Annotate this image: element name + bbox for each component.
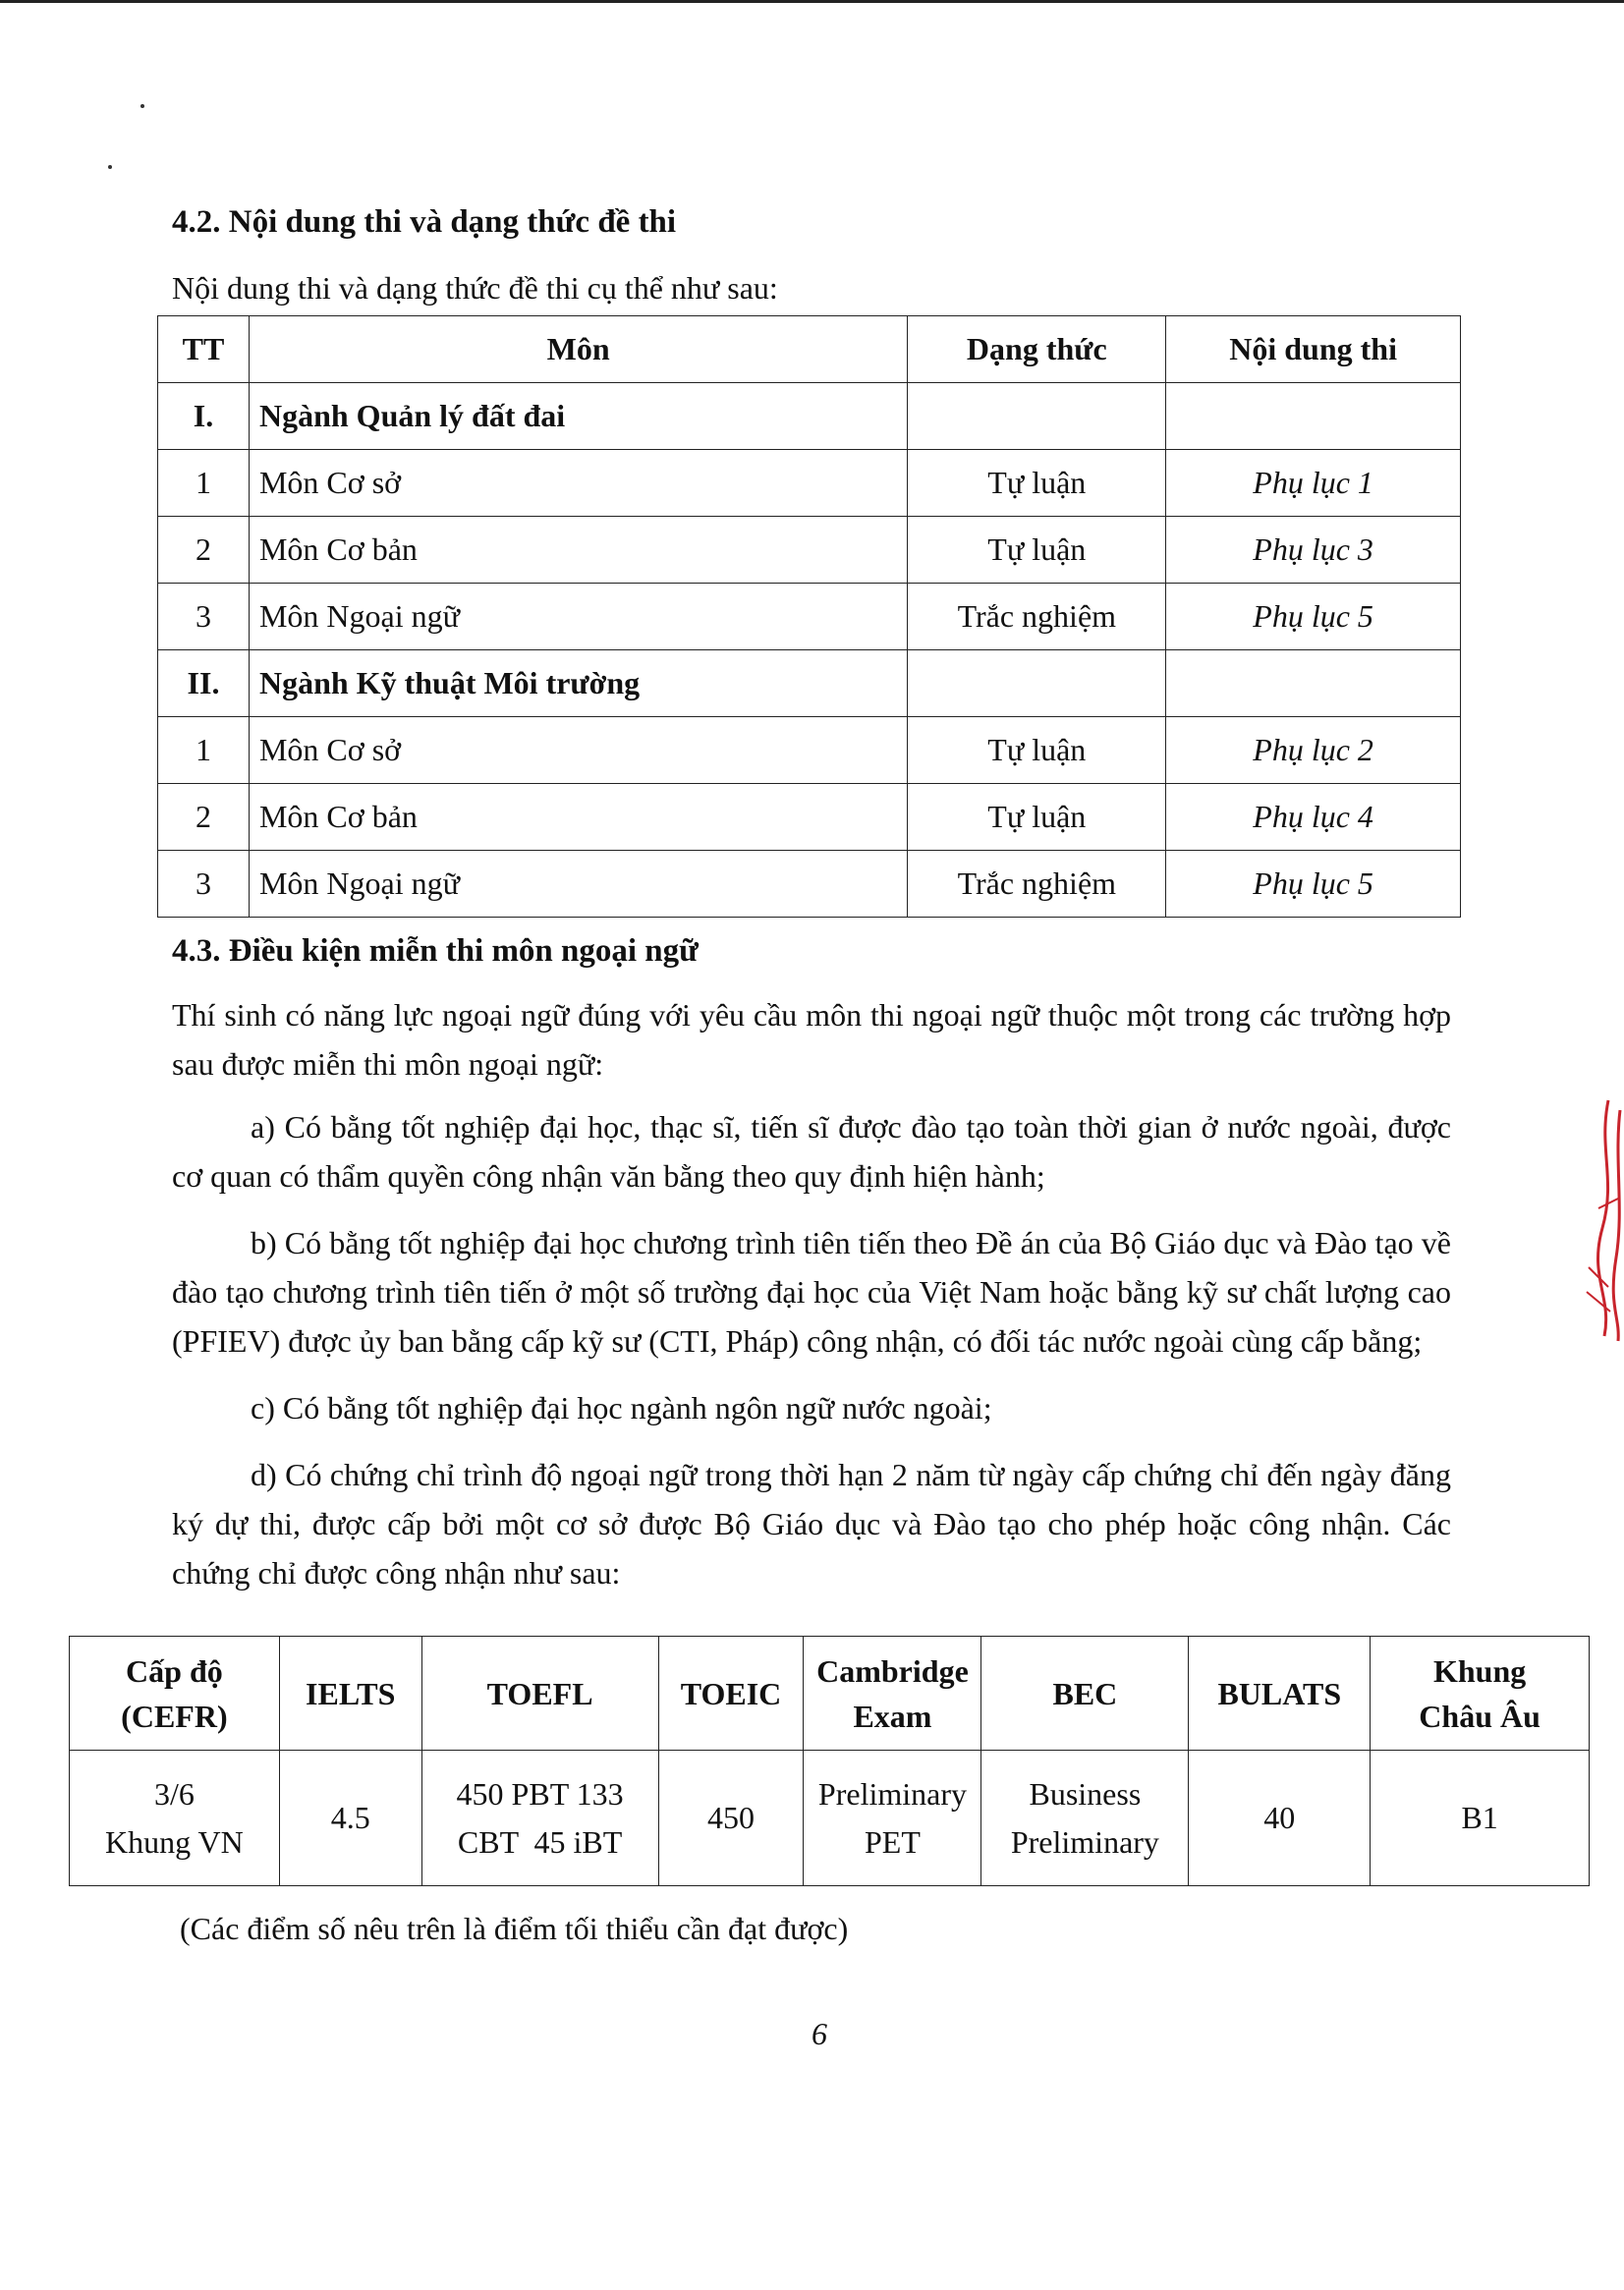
col-header-cefr: Cấp độ (CEFR) (70, 1637, 280, 1751)
col-header-mon: Môn (249, 316, 907, 383)
section-heading-4-3: 4.3. Điều kiện miễn thi môn ngoại ngữ (172, 933, 699, 969)
cell-ielts: 4.5 (279, 1751, 421, 1886)
table-row (158, 717, 1461, 784)
row-tt: 3 (158, 584, 250, 650)
col-header-bulats: BULATS (1189, 1637, 1371, 1751)
row-noi-dung: Phụ lục 4 (1166, 784, 1461, 851)
scan-top-border (0, 0, 1624, 3)
group-row (158, 383, 1461, 450)
row-dang-thuc: Trắc nghiệm (908, 584, 1166, 650)
table-row (70, 1751, 1590, 1886)
row-mon: Môn Ngoại ngữ (249, 584, 907, 650)
row-mon: Môn Cơ bản (249, 517, 907, 584)
group-title: Ngành Quản lý đất đai (249, 383, 907, 450)
row-noi-dung: Phụ lục 1 (1166, 450, 1461, 517)
scan-speck (108, 165, 112, 169)
table-header-row (70, 1637, 1590, 1751)
table-row (158, 450, 1461, 517)
exemption-item-c: c) Có bằng tốt nghiệp đại học ngành ngôn ngữ nước ngoài; (251, 1390, 992, 1425)
col-header-toefl: TOEFL (421, 1637, 658, 1751)
group-row (158, 650, 1461, 717)
col-header-cambridge: Cambridge Exam (804, 1637, 981, 1751)
row-dang-thuc: Tự luận (908, 517, 1166, 584)
row-tt: 3 (158, 851, 250, 918)
table-row (158, 517, 1461, 584)
section-intro-4-2: Nội dung thi và dạng thức đề thi cụ thể như sau: (172, 270, 778, 306)
col-header-khung: Khung Châu Âu (1371, 1637, 1590, 1751)
exemption-item-b: b) Có bằng tốt nghiệp đại học chương trình tiên tiến theo Đề án của Bộ Giáo dục và Đào tạo về đào tạo chương trình tiên tiến ở một số trường đại học của Việt Nam hoặc bằng kỹ sư chất lượng cao (PFIEV) được ủy ban bằng cấp kỹ sư (CTI, Pháp) công nhận, có đối tác nước ngoài cùng cấp bằng; (172, 1225, 1451, 1359)
score-note: (Các điểm số nêu trên là điểm tối thiểu cần đạt được) (180, 1911, 849, 1946)
seal-stamp-fragment (1569, 1090, 1624, 1346)
row-mon: Môn Cơ sở (249, 717, 907, 784)
cell-bec: Business Preliminary (981, 1751, 1189, 1886)
col-header-bec: BEC (981, 1637, 1189, 1751)
page-number: 6 (812, 2016, 827, 2051)
row-dang-thuc: Tự luận (908, 717, 1166, 784)
row-dang-thuc: Tự luận (908, 450, 1166, 517)
row-tt: 2 (158, 517, 250, 584)
row-tt: 1 (158, 450, 250, 517)
row-mon: Môn Ngoại ngữ (249, 851, 907, 918)
cell-cefr: 3/6 Khung VN (70, 1751, 280, 1886)
row-tt: 1 (158, 717, 250, 784)
cell-khung: B1 (1371, 1751, 1590, 1886)
group-title: Ngành Kỹ thuật Môi trường (249, 650, 907, 717)
table-row (158, 851, 1461, 918)
col-header-dang-thuc: Dạng thức (908, 316, 1166, 383)
row-mon: Môn Cơ sở (249, 450, 907, 517)
row-mon: Môn Cơ bản (249, 784, 907, 851)
row-noi-dung: Phụ lục 5 (1166, 584, 1461, 650)
row-dang-thuc: Trắc nghiệm (908, 851, 1166, 918)
col-header-tt: TT (158, 316, 250, 383)
table-row (158, 784, 1461, 851)
certificate-table (69, 1636, 1590, 1886)
table-row (158, 584, 1461, 650)
group-number: II. (158, 650, 250, 717)
exemption-list (172, 1102, 1451, 1597)
cell-toeic: 450 (658, 1751, 804, 1886)
col-header-noi-dung: Nội dung thi (1166, 316, 1461, 383)
row-dang-thuc: Tự luận (908, 784, 1166, 851)
table-header-row (158, 316, 1461, 383)
cell-cambridge: Preliminary PET (804, 1751, 981, 1886)
col-header-ielts: IELTS (279, 1637, 421, 1751)
row-noi-dung: Phụ lục 3 (1166, 517, 1461, 584)
group-number: I. (158, 383, 250, 450)
exemption-item-d: d) Có chứng chỉ trình độ ngoại ngữ trong thời hạn 2 năm từ ngày cấp chứng chỉ đến ngày đăng ký dự thi, được cấp bởi một cơ sở được Bộ Giáo dục và Đào tạo cho phép hoặc công nhận. Các chứng chỉ được công nhận như sau: (172, 1457, 1451, 1591)
row-noi-dung: Phụ lục 5 (1166, 851, 1461, 918)
row-tt: 2 (158, 784, 250, 851)
cell-bulats: 40 (1189, 1751, 1371, 1886)
cell-toefl: 450 PBT 133 CBT 45 iBT (421, 1751, 658, 1886)
row-noi-dung: Phụ lục 2 (1166, 717, 1461, 784)
col-header-toeic: TOEIC (658, 1637, 804, 1751)
exemption-item-a: a) Có bằng tốt nghiệp đại học, thạc sĩ, tiến sĩ được đào tạo toàn thời gian ở nước ngoài, được cơ quan có thẩm quyền công nhận văn bằng theo quy định hiện hành; (172, 1109, 1451, 1194)
exam-content-table (157, 315, 1461, 918)
scan-speck (140, 104, 144, 108)
section-intro-4-3: Thí sinh có năng lực ngoại ngữ đúng với yêu cầu môn thi ngoại ngữ thuộc một trong các trường hợp sau được miễn thi môn ngoại ngữ: (172, 997, 1451, 1082)
section-heading-4-2: 4.2. Nội dung thi và dạng thức đề thi (172, 204, 677, 240)
